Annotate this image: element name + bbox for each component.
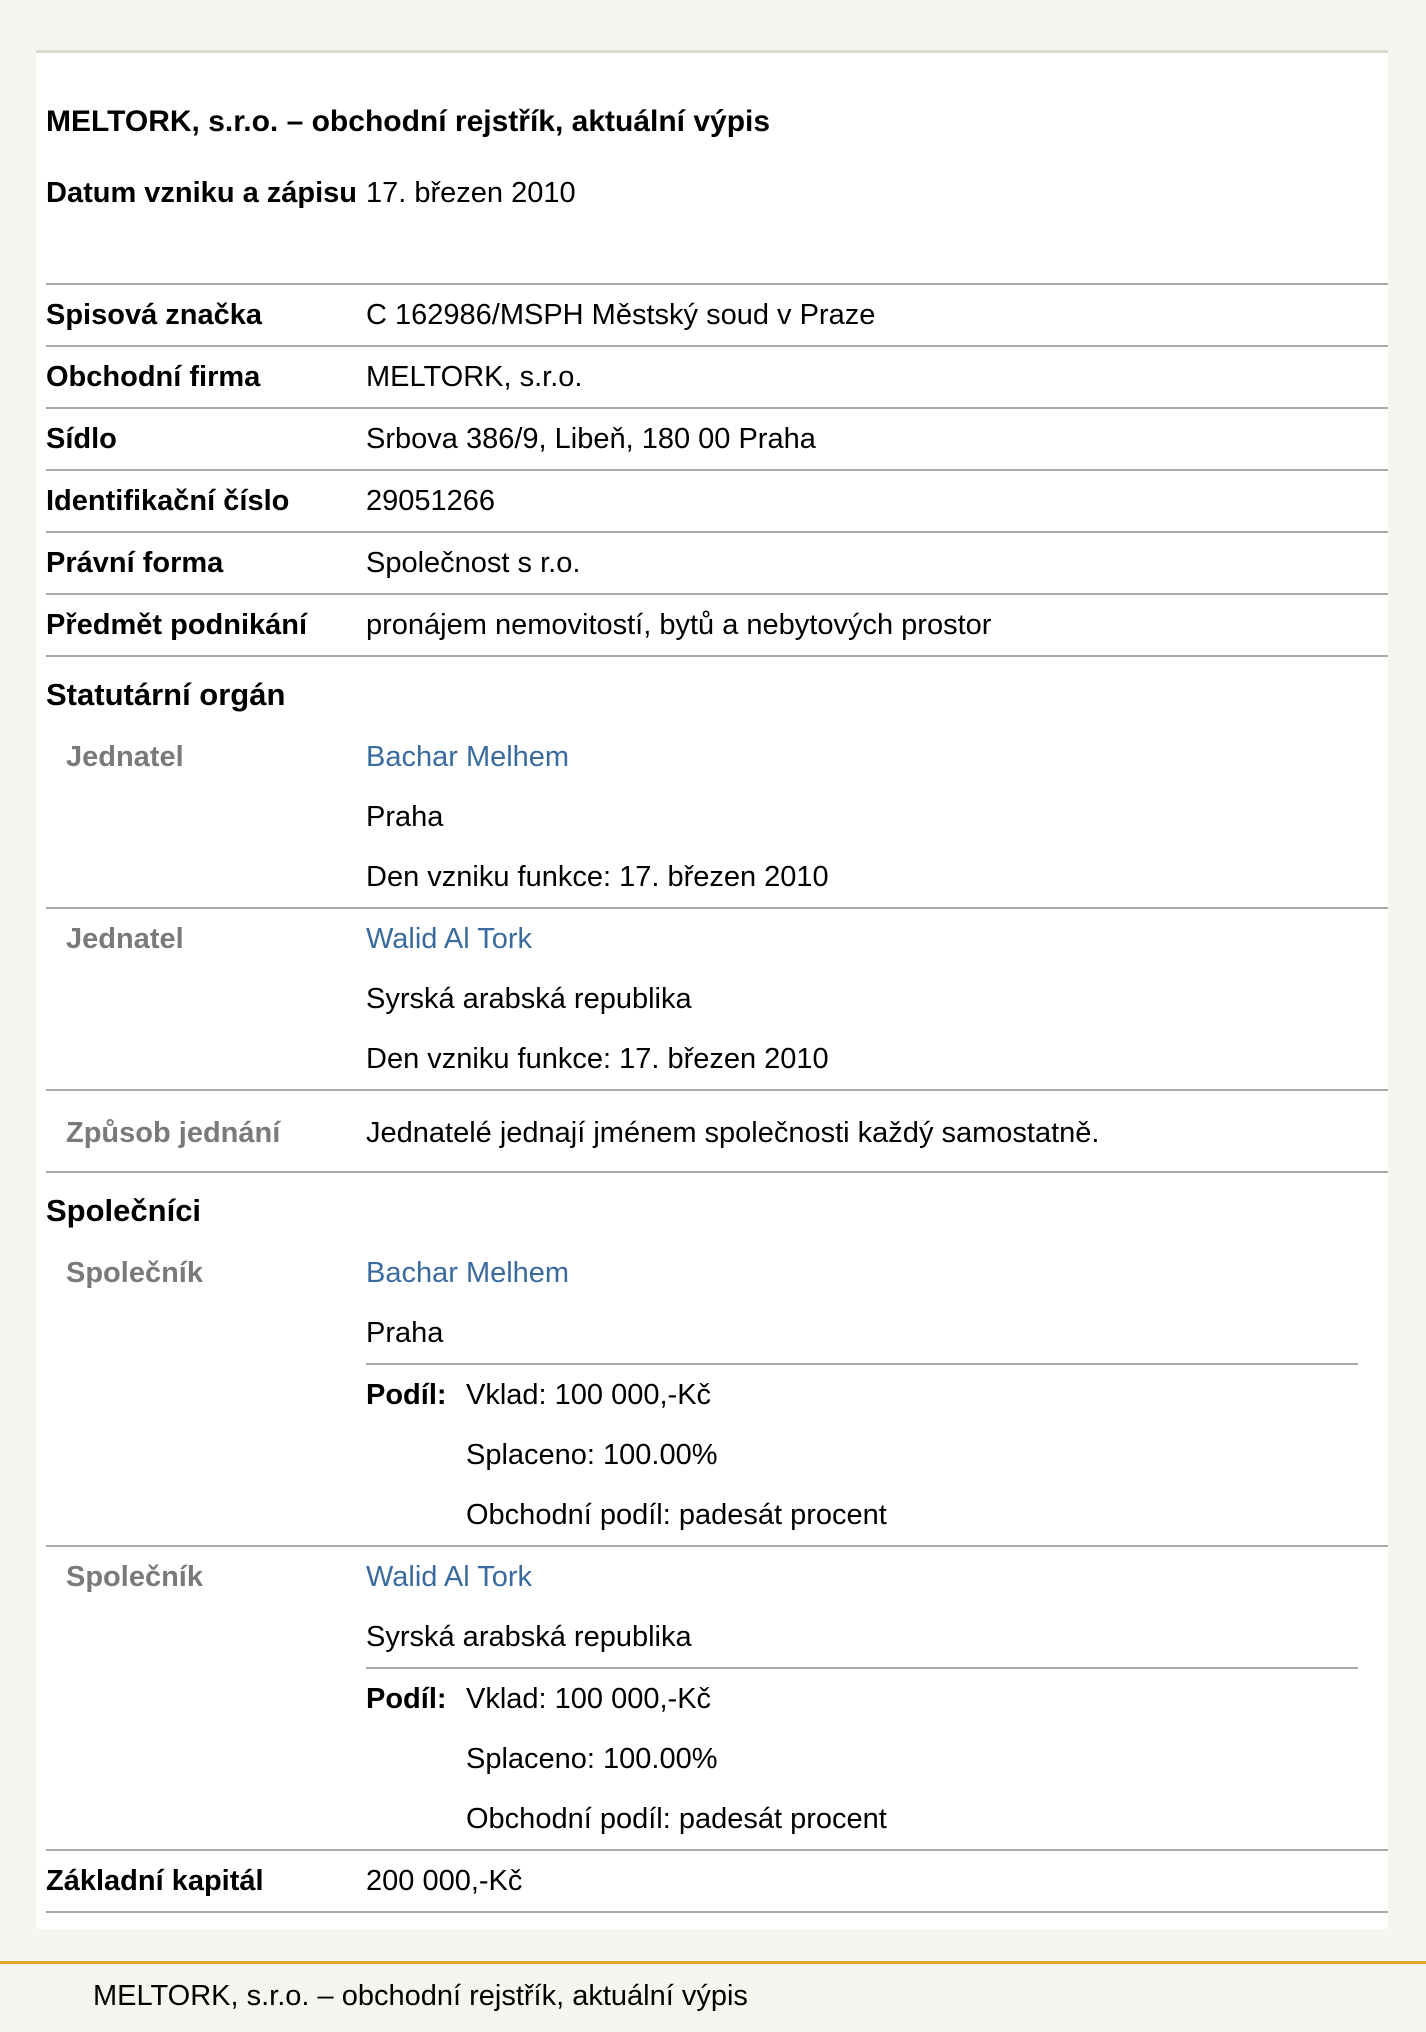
member-place: Praha — [366, 801, 444, 833]
statutory-member — [46, 909, 1388, 1091]
member-since: Den vzniku funkce: 17. březen 2010 — [366, 1043, 829, 1075]
member-role: Jednatel — [66, 741, 184, 773]
partner-name-link[interactable]: Bachar Melhem — [366, 1257, 570, 1289]
footer-title: MELTORK, s.r.o. – obchodní rejstřík, aktuální výpis — [93, 1980, 748, 2012]
footer-divider — [0, 1961, 1426, 1964]
row-value: 29051266 — [366, 485, 496, 517]
share-deposit: Vklad: 100 000,-Kč — [466, 1379, 712, 1411]
row-label: Obchodní firma — [46, 361, 261, 393]
share-label: Podíl: — [366, 1683, 447, 1715]
partner-share — [366, 1363, 1358, 1545]
partner-role: Společník — [66, 1257, 203, 1289]
row-value: C 162986/MSPH Městský soud v Praze — [366, 299, 876, 331]
partner-share — [366, 1667, 1358, 1849]
row-seat — [46, 409, 1388, 471]
row-label: Právní forma — [46, 547, 224, 579]
share-label: Podíl: — [366, 1379, 447, 1411]
row-legal-form — [46, 533, 1388, 595]
row-label: Identifikační číslo — [46, 485, 290, 517]
row-founding-date — [46, 163, 1388, 285]
share-portion: Obchodní podíl: padesát procent — [466, 1499, 887, 1531]
row-value: MELTORK, s.r.o. — [366, 361, 583, 393]
partner — [46, 1243, 1388, 1547]
acting-method-value: Jednatelé jednají jménem společnosti každý samostatně. — [366, 1117, 1100, 1149]
row-file-number — [46, 285, 1388, 347]
row-label: Základní kapitál — [46, 1865, 264, 1897]
member-name-link[interactable]: Walid Al Tork — [366, 923, 532, 955]
share-paid: Splaceno: 100.00% — [466, 1439, 718, 1471]
row-value: pronájem nemovitostí, bytů a nebytových prostor — [366, 609, 992, 641]
acting-method — [46, 1091, 1388, 1173]
row-label: Datum vzniku a zápisu — [46, 177, 358, 209]
share-portion: Obchodní podíl: padesát procent — [466, 1803, 887, 1835]
acting-method-label: Způsob jednání — [66, 1117, 281, 1149]
member-since: Den vzniku funkce: 17. březen 2010 — [366, 861, 829, 893]
row-company-name — [46, 347, 1388, 409]
partner — [46, 1547, 1388, 1851]
row-value: 200 000,-Kč — [366, 1865, 523, 1897]
statutory-heading: Statutární orgán — [46, 677, 286, 712]
document-card — [36, 50, 1388, 1929]
register-extract — [46, 103, 1388, 1913]
row-value: Srbova 386/9, Libeň, 180 00 Praha — [366, 423, 816, 455]
row-capital — [46, 1851, 1388, 1913]
partner-place: Syrská arabská republika — [366, 1621, 692, 1653]
row-label: Sídlo — [46, 423, 117, 455]
member-name-link[interactable]: Bachar Melhem — [366, 741, 570, 773]
row-id-number — [46, 471, 1388, 533]
member-place: Syrská arabská republika — [366, 983, 692, 1015]
share-paid: Splaceno: 100.00% — [466, 1743, 718, 1775]
partner-name-link[interactable]: Walid Al Tork — [366, 1561, 532, 1593]
share-deposit: Vklad: 100 000,-Kč — [466, 1683, 712, 1715]
partner-role: Společník — [66, 1561, 203, 1593]
page-title: MELTORK, s.r.o. – obchodní rejstřík, aktuální výpis — [46, 105, 771, 138]
row-label: Předmět podnikání — [46, 609, 308, 641]
row-business-subject — [46, 595, 1388, 657]
partner-place: Praha — [366, 1317, 444, 1349]
member-role: Jednatel — [66, 923, 184, 955]
partners-heading: Společníci — [46, 1193, 202, 1228]
row-value: Společnost s r.o. — [366, 547, 581, 579]
row-label: Spisová značka — [46, 299, 262, 331]
statutory-member — [46, 727, 1388, 909]
row-value: 17. březen 2010 — [366, 177, 576, 209]
